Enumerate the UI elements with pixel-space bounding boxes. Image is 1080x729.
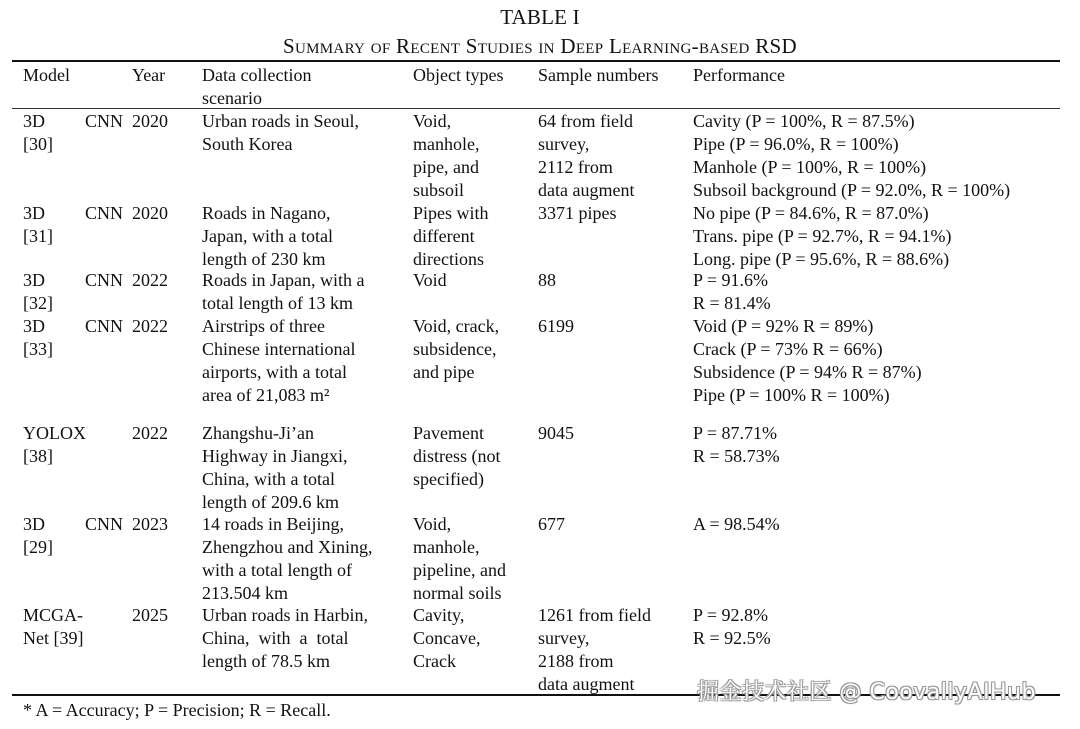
cell-model: 3D CNN [32]: [23, 270, 123, 313]
cell-data-collection: Urban roads in Seoul, South Korea: [202, 111, 359, 154]
table-footnote: * A = Accuracy; P = Precision; R = Recall.: [23, 700, 331, 720]
cell-sample-numbers: 9045: [538, 423, 574, 443]
cell-data-collection: 14 roads in Beijing, Zhengzhou and Xining, with a total length of 213.504 km: [202, 514, 373, 603]
cell-data-collection: Roads in Japan, with a total length of 13 km: [202, 270, 365, 313]
cell-data-collection: Urban roads in Harbin, China, with a total length of 78.5 km: [202, 605, 368, 671]
cell-performance: P = 92.8% R = 92.5%: [693, 605, 771, 648]
watermark-text: 掘金技术社区 @ CoovallyAIHub: [697, 680, 1037, 705]
table-title: TABLE I: [500, 5, 580, 29]
cell-model: YOLOX [38]: [23, 423, 86, 466]
cell-sample-numbers: 6199: [538, 316, 574, 336]
cell-model: MCGA- Net [39]: [23, 605, 84, 648]
header-rule: [12, 108, 1060, 109]
header-data-collection: [202, 64, 394, 110]
header-year: Year: [132, 65, 166, 85]
header-object-types: Object types: [413, 65, 504, 85]
cell-year: 2023: [132, 514, 168, 534]
cell-model: 3D CNN [29]: [23, 514, 123, 557]
cell-object-types: Void, manhole, pipeline, and normal soils: [413, 514, 506, 603]
cell-performance: A = 98.54%: [693, 514, 780, 534]
cell-data-collection: Airstrips of three Chinese international airports, with a total area of 21,083 m²: [202, 316, 356, 405]
cell-performance: No pipe (P = 84.6%, R = 87.0%) Trans. pipe (P = 92.7%, R = 94.1%) Long. pipe (P = 95.6%, R = 88.6%): [693, 203, 952, 269]
header-sample-numbers: Sample numbers: [538, 65, 659, 85]
header-data-line: Data collection: [202, 65, 312, 85]
cell-year: 2022: [132, 423, 168, 443]
cell-object-types: Pipes with different directions: [413, 203, 489, 269]
cell-year: 2020: [132, 203, 168, 223]
cell-object-types: Pavement distress (not specified): [413, 423, 501, 489]
cell-year: 2020: [132, 111, 168, 131]
header-performance: Performance: [693, 65, 785, 85]
cell-object-types: Void, manhole, pipe, and subsoil: [413, 111, 480, 200]
cell-model: 3D CNN [33]: [23, 316, 123, 359]
cell-sample-numbers: 1261 from field survey, 2188 from data augment: [538, 605, 651, 694]
cell-model: 3D CNN [30]: [23, 111, 123, 154]
cell-performance: P = 87.71% R = 58.73%: [693, 423, 780, 466]
header-model: Model: [23, 65, 70, 85]
cell-model: 3D CNN [31]: [23, 203, 123, 246]
cell-data-collection: Roads in Nagano, Japan, with a total length of 230 km: [202, 203, 333, 269]
top-rule: [12, 60, 1060, 62]
cell-sample-numbers: 677: [538, 514, 565, 534]
cell-object-types: Void: [413, 270, 447, 290]
cell-object-types: Cavity, Concave, Crack: [413, 605, 481, 671]
header-data-line: scenario: [202, 88, 262, 108]
cell-sample-numbers: 88: [538, 270, 556, 290]
cell-performance: Void (P = 92% R = 89%) Crack (P = 73% R = 66%) Subsidence (P = 94% R = 87%) Pipe (P = 100% R = 100%): [693, 316, 922, 405]
model-line: 3D CNN: [23, 316, 123, 336]
cell-sample-numbers: 64 from field survey, 2112 from data augment: [538, 111, 635, 200]
model-line: 3D CNN: [23, 203, 123, 223]
cell-year: 2022: [132, 270, 168, 290]
cell-year: 2022: [132, 316, 168, 336]
cell-sample-numbers: 3371 pipes: [538, 203, 617, 223]
cell-performance: Cavity (P = 100%, R = 87.5%) Pipe (P = 96.0%, R = 100%) Manhole (P = 100%, R = 100%) Subsoil background (P = 92.0%, R = 100%): [693, 111, 1011, 200]
cell-performance: P = 91.6% R = 81.4%: [693, 270, 771, 313]
cell-data-collection: Zhangshu-Ji’an Highway in Jiangxi, China, with a total length of 209.6 km: [202, 423, 348, 512]
model-line: 3D CNN: [23, 111, 123, 131]
cell-year: 2025: [132, 605, 168, 625]
model-line: 3D CNN: [23, 270, 123, 290]
cell-object-types: Void, crack, subsidence, and pipe: [413, 316, 500, 382]
model-line: 3D CNN: [23, 514, 123, 534]
table-subtitle: Summary of Recent Studies in Deep Learning-based RSD: [283, 34, 797, 58]
